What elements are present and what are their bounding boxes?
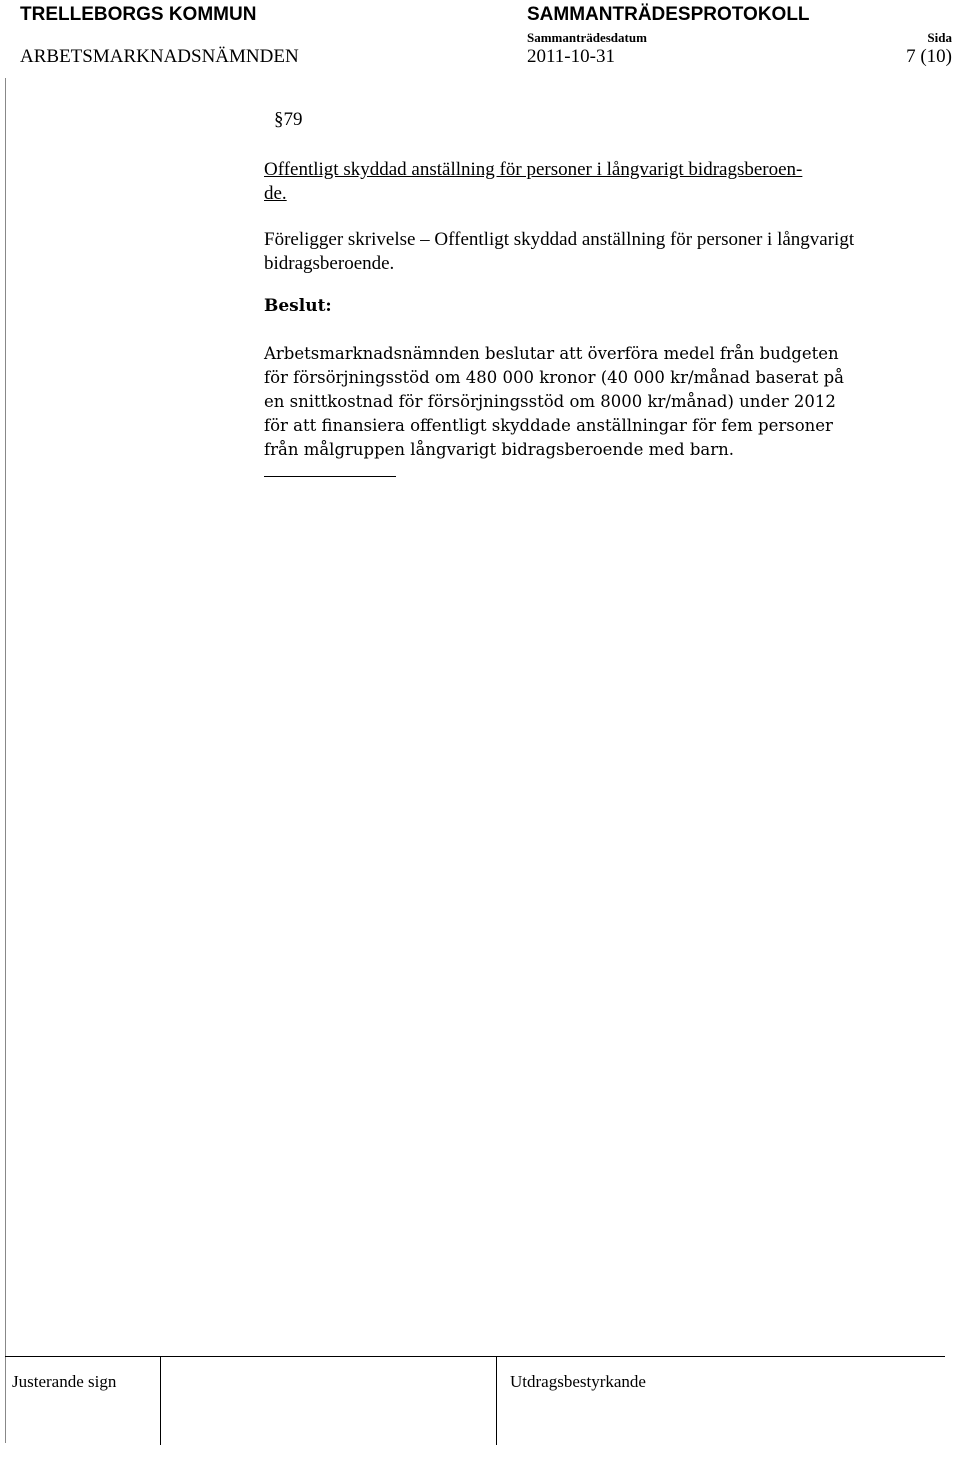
content-area: [264, 108, 924, 477]
decision-line: för försörjningsstöd om 480 000 kronor (40 000 kr/månad baserat på: [264, 368, 844, 387]
item-heading-line: de.: [264, 183, 287, 204]
footer-justerande-sign: Justerande sign: [12, 1372, 117, 1391]
page-label: Sida: [927, 30, 952, 45]
footer-separator: [5, 1356, 945, 1357]
decision-paragraph: [264, 342, 924, 462]
date-label: Sammanträdesdatum: [527, 30, 647, 45]
decision-line: Arbetsmarknadsnämnden beslutar att överföra medel från budgeten: [264, 344, 839, 363]
intro-paragraph: Föreligger skrivelse – Offentligt skyddad anställning för personer i långvarigt bidragsberoende.: [264, 229, 855, 274]
decision-line: från målgruppen långvarigt bidragsberoende med barn.: [264, 440, 735, 459]
document-type: SAMMANTRÄDESPROTOKOLL: [527, 4, 810, 25]
meeting-date: 2011-10-31: [527, 46, 615, 67]
decision-label: Beslut:: [264, 296, 332, 316]
end-separator: [264, 476, 396, 477]
decision-line: för att finansiera offentligt skyddade anställningar för fem personer: [264, 416, 833, 435]
organization-name: TRELLEBORGS KOMMUN: [20, 4, 257, 25]
footer-column-divider: [496, 1357, 497, 1445]
decision-line: en snittkostnad för försörjningsstöd om 8000 kr/månad) under 2012: [264, 392, 836, 411]
board-name: ARBETSMARKNADSNÄMNDEN: [20, 46, 299, 67]
footer-utdragsbestyrkande: Utdragsbestyrkande: [510, 1372, 646, 1391]
left-margin-line: [5, 78, 6, 1443]
footer-column-divider: [160, 1357, 161, 1445]
item-heading: [264, 158, 924, 206]
section-number: §79: [274, 109, 303, 130]
item-heading-line: Offentligt skyddad anställning för personer i långvarigt bidragsberoen-: [264, 159, 803, 180]
page-number: 7 (10): [906, 46, 952, 67]
